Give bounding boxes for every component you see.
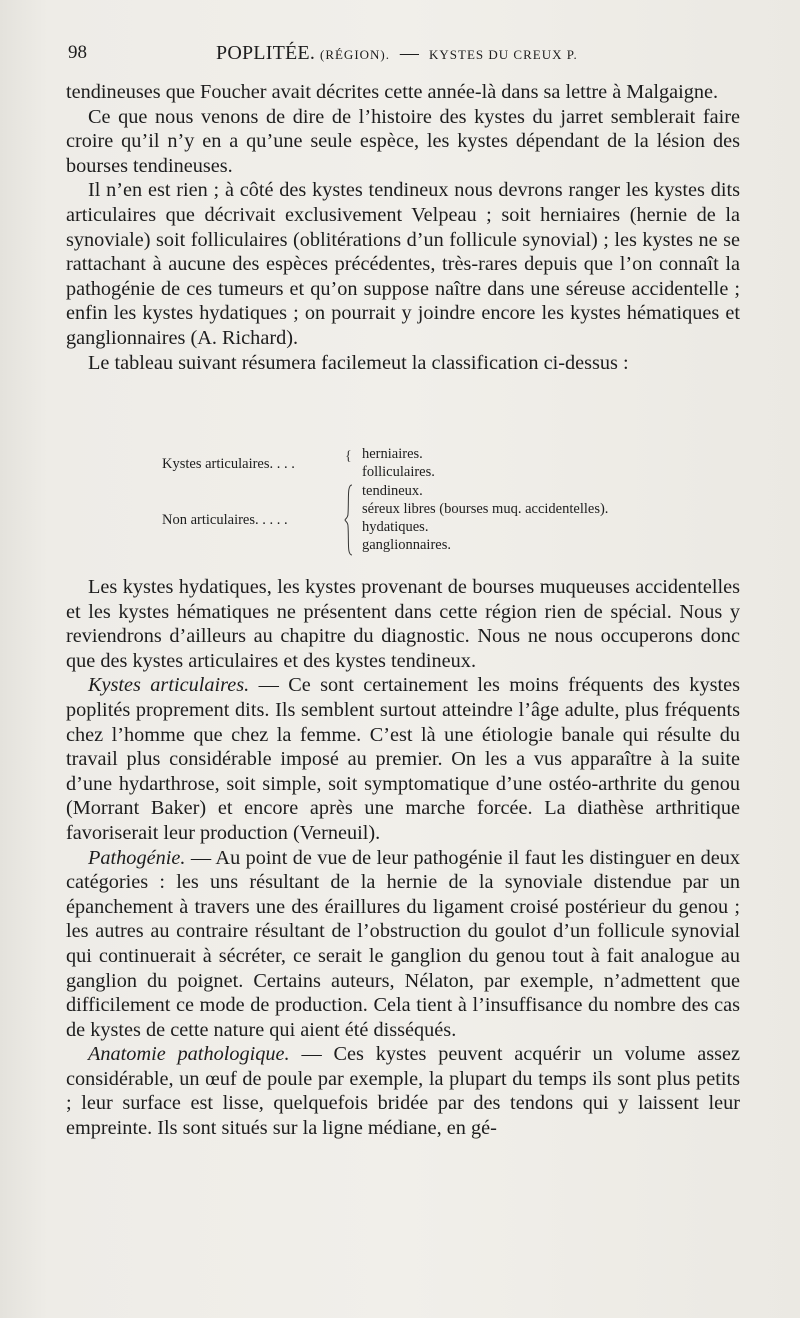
paragraph bbox=[66, 846, 740, 1043]
item-ganglionnaires: ganglionnaires. bbox=[362, 537, 451, 553]
paragraph: Ce que nous venons de dire de l’histoire des kystes du jarret semblerait faire croire qu’il n’y en a qu’une seule espèce, les kystes dépendant de la lésion des bourses tendineuses. bbox=[66, 105, 740, 177]
body-text-top bbox=[66, 80, 740, 375]
page-number: 98 bbox=[68, 42, 87, 63]
paragraph bbox=[66, 1042, 740, 1140]
paragraph: tendineuses que Foucher avait décrites cette année-là dans sa lettre à Malgaigne. bbox=[66, 81, 719, 103]
title-dash: — bbox=[399, 43, 420, 64]
paragraph: Les kystes hydatiques, les kystes provenant de bourses muqueuses accidentelles et les kystes hématiques ne présentent dans cette région rien de spécial. Nous y reviendrons d’ailleurs au chapitre du diagnostic. Nous ne nous occuperons donc que des kystes articulaires et des kystes tendineux. bbox=[66, 576, 740, 672]
paragraph-body: — Ce sont certainement les moins fréquents des kystes poplités proprement dits. Ils semblent surtout atteindre l’âge adulte, plus fréquents chez l’homme que chez la femme. C’est là une étiologie banale qui résulte du travail plus considérable imposé au premier. On les a vus apparaître à la suite d’une hydarthrose, soit simple, soit symptomatique d’une ostéo-arthrite du genou (Morrant Baker) et encore après une marche forcée. La diathèse arthritique favoriserait leur production (Verneuil). bbox=[66, 674, 741, 844]
item-tendineux: tendineux. bbox=[362, 483, 423, 499]
group-label-articulaires: Kystes articulaires. . . . bbox=[162, 456, 295, 472]
item-folliculaires: folliculaires. bbox=[362, 464, 435, 480]
brace-glyph: { bbox=[345, 449, 352, 464]
running-header bbox=[68, 42, 740, 72]
title-region: (RÉGION). bbox=[319, 47, 390, 62]
section-heading: Anatomie pathologique. bbox=[88, 1043, 290, 1066]
large-brace-icon bbox=[344, 484, 354, 556]
paragraph: Il n’en est rien ; à côté des kystes tendineux nous devrons ranger les kystes dits articulaires que décrivait exclusivement Velpeau ; soit herniaires (hernie de la synoviale) soit folliculaires (oblitérations d’un follicule synovial) ; les kystes ne se rattachant à aucune des espèces précédentes, très-rares depuis que l’on connaît la pathogénie de ces tumeurs et qu’on suppose naître dans une séreuse accidentelle ; enfin les kystes hydatiques ; on pourrait y joindre encore les kystes hématiques et ganglionnaires (A. Richard). bbox=[66, 179, 740, 349]
item-herniaires: herniaires. bbox=[362, 446, 423, 462]
classification-table bbox=[140, 446, 740, 560]
paragraph-body: — Ces kystes peuvent acquérir un volume assez considérable, un œuf de poule par exemple, la plupart du temps ils sont plus petits ; leur surface est lisse, quelquefois bridée par des tendons qui y laissent leur empreinte. Ils sont situés sur la ligne médiane, en gé- bbox=[66, 1043, 740, 1140]
running-title bbox=[216, 42, 578, 65]
group-label-non-articulaires: Non articulaires. . . . . bbox=[162, 512, 288, 528]
section-heading: Pathogénie. bbox=[88, 846, 186, 869]
title-main: POPLITÉE. bbox=[216, 42, 316, 64]
paragraph-body: — Au point de vue de leur pathogénie il faut les distinguer en deux catégories : les uns résultant de la hernie de la synoviale distendue par un épanchement à travers une des éraillures du ligament croisé postérieur du genou ; les autres au contraire résultant de l’obstruction du goulot d’un follicule synovial qui continuerait à sécréter, ce serait le ganglion du genou tout à fait analogue au ganglion du poignet. Certains auteurs, Nélaton, par exemple, n’admettent que difficilement ce mode de production. Cela tient à l’insuffisance du nombre des cas de kystes de cette nature qui aient été disséqués. bbox=[66, 846, 740, 1041]
item-hydatiques: hydatiques. bbox=[362, 519, 429, 535]
item-sereux-libres: séreux libres (bourses muq. accidentelles). bbox=[362, 501, 609, 517]
paragraph bbox=[66, 673, 740, 845]
paragraph: Le tableau suivant résumera facilemeut la classification ci-dessus : bbox=[88, 351, 629, 374]
section-heading: Kystes articulaires. bbox=[88, 674, 250, 697]
title-section: KYSTES DU CREUX P. bbox=[429, 47, 578, 62]
body-text-bottom bbox=[66, 575, 740, 1141]
